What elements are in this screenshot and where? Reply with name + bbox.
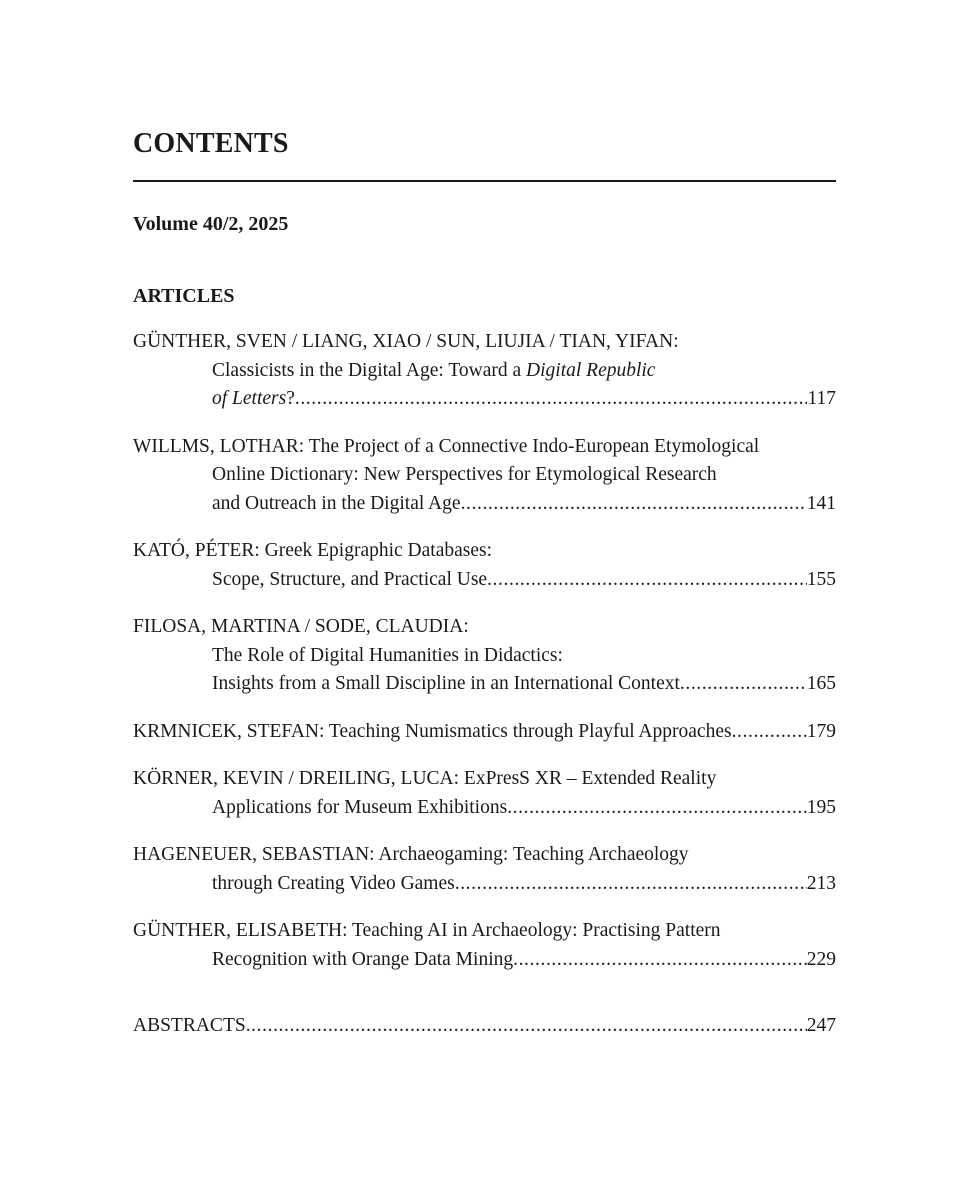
- toc-entry[interactable]: [133, 841, 836, 898]
- entry-title-italic: of Letters: [212, 388, 287, 409]
- title-divider: [133, 180, 836, 182]
- entry-title-last-line: [133, 385, 836, 414]
- entry-title-last-line: [133, 870, 836, 899]
- page-number: 117: [807, 388, 836, 409]
- entry-authors-line: KATÓ, PÉTER: Greek Epigraphic Databases:: [133, 540, 493, 561]
- entry-authors-line: GÜNTHER, ELISABETH: Teaching AI in Archaeology: Practising Pattern: [133, 920, 721, 941]
- toc-entry[interactable]: [133, 765, 836, 822]
- toc-entry-abstracts[interactable]: [133, 1012, 836, 1041]
- entry-title-text: Applications for Museum Exhibitions: [212, 796, 508, 818]
- entry-title-last-line: [133, 670, 836, 699]
- toc-entry[interactable]: [133, 917, 836, 974]
- entry-title-line: [133, 357, 836, 386]
- page-number: 195: [806, 796, 836, 818]
- entry-title-last-line: [133, 946, 836, 975]
- entry-title-line: The Role of Digital Humanities in Didactics:: [212, 644, 563, 666]
- toc-entry[interactable]: [133, 613, 836, 699]
- page-number: 155: [806, 568, 836, 590]
- dot-leader: [455, 870, 807, 899]
- dot-leader: [246, 1012, 807, 1041]
- entry-title-text: Scope, Structure, and Practical Use: [212, 568, 488, 590]
- entry-authors-line: HAGENEUER, SEBASTIAN: Archaeogaming: Teaching Archaeology: [133, 844, 689, 865]
- entry-title-text: Recognition with Orange Data Mining: [212, 948, 514, 970]
- toc-entry[interactable]: [133, 328, 836, 414]
- page-number: 141: [806, 492, 836, 514]
- entry-title-text: and Outreach in the Digital Age: [212, 492, 461, 514]
- dot-leader: [295, 385, 808, 414]
- toc-entry[interactable]: [133, 537, 836, 594]
- dot-leader: [461, 490, 807, 519]
- entry-title-text: [212, 385, 295, 414]
- entry-authors-line: WILLMS, LOTHAR: The Project of a Connective Indo-European Etymological: [133, 435, 760, 457]
- volume-label: Volume 40/2, 2025: [133, 213, 289, 235]
- entry-title-last-line: [133, 718, 836, 747]
- articles-list: [133, 328, 836, 974]
- toc-entry[interactable]: [133, 433, 836, 519]
- entry-title-italic: Digital Republic: [526, 359, 656, 381]
- entry-title-text: Classicists in the Digital Age: Toward a: [212, 359, 527, 381]
- abstracts-label: ABSTRACTS: [133, 1015, 246, 1036]
- page-number: 247: [806, 1015, 836, 1036]
- toc-entry[interactable]: [133, 718, 836, 747]
- entry-authors-line: KRMNICEK, STEFAN: Teaching Numismatics through Playful Approaches: [133, 720, 732, 742]
- entry-title-last-line: [133, 490, 836, 519]
- section-heading-articles: ARTICLES: [133, 285, 235, 307]
- entry-authors-line: KÖRNER, KEVIN / DREILING, LUCA: ExPresS XR – Extended Reality: [133, 768, 717, 789]
- dot-leader: [732, 718, 807, 747]
- entry-title-last-line: [133, 566, 836, 595]
- entry-title-last-line: [133, 794, 836, 823]
- dot-leader: [507, 794, 807, 823]
- entry-authors-line: GÜNTHER, SVEN / LIANG, XIAO / SUN, LIUJIA / TIAN, YIFAN:: [133, 331, 679, 352]
- entry-title-line: Online Dictionary: New Perspectives for Etymological Research: [212, 464, 717, 485]
- contents-page: [133, 124, 836, 1041]
- entry-title-text: through Creating Video Games: [212, 872, 455, 894]
- dot-leader: [680, 670, 807, 699]
- entry-authors-line: FILOSA, MARTINA / SODE, CLAUDIA:: [133, 616, 469, 637]
- dot-leader: [513, 946, 807, 975]
- entry-title-text: Insights from a Small Discipline in an International Context: [212, 673, 680, 694]
- dot-leader: [487, 566, 807, 595]
- entry-title-punct: ?: [286, 388, 295, 409]
- page-number: 229: [806, 948, 836, 970]
- page-number: 213: [806, 872, 836, 894]
- page-number: 179: [806, 720, 836, 742]
- page-title: CONTENTS: [133, 128, 289, 159]
- page-number: 165: [806, 673, 836, 694]
